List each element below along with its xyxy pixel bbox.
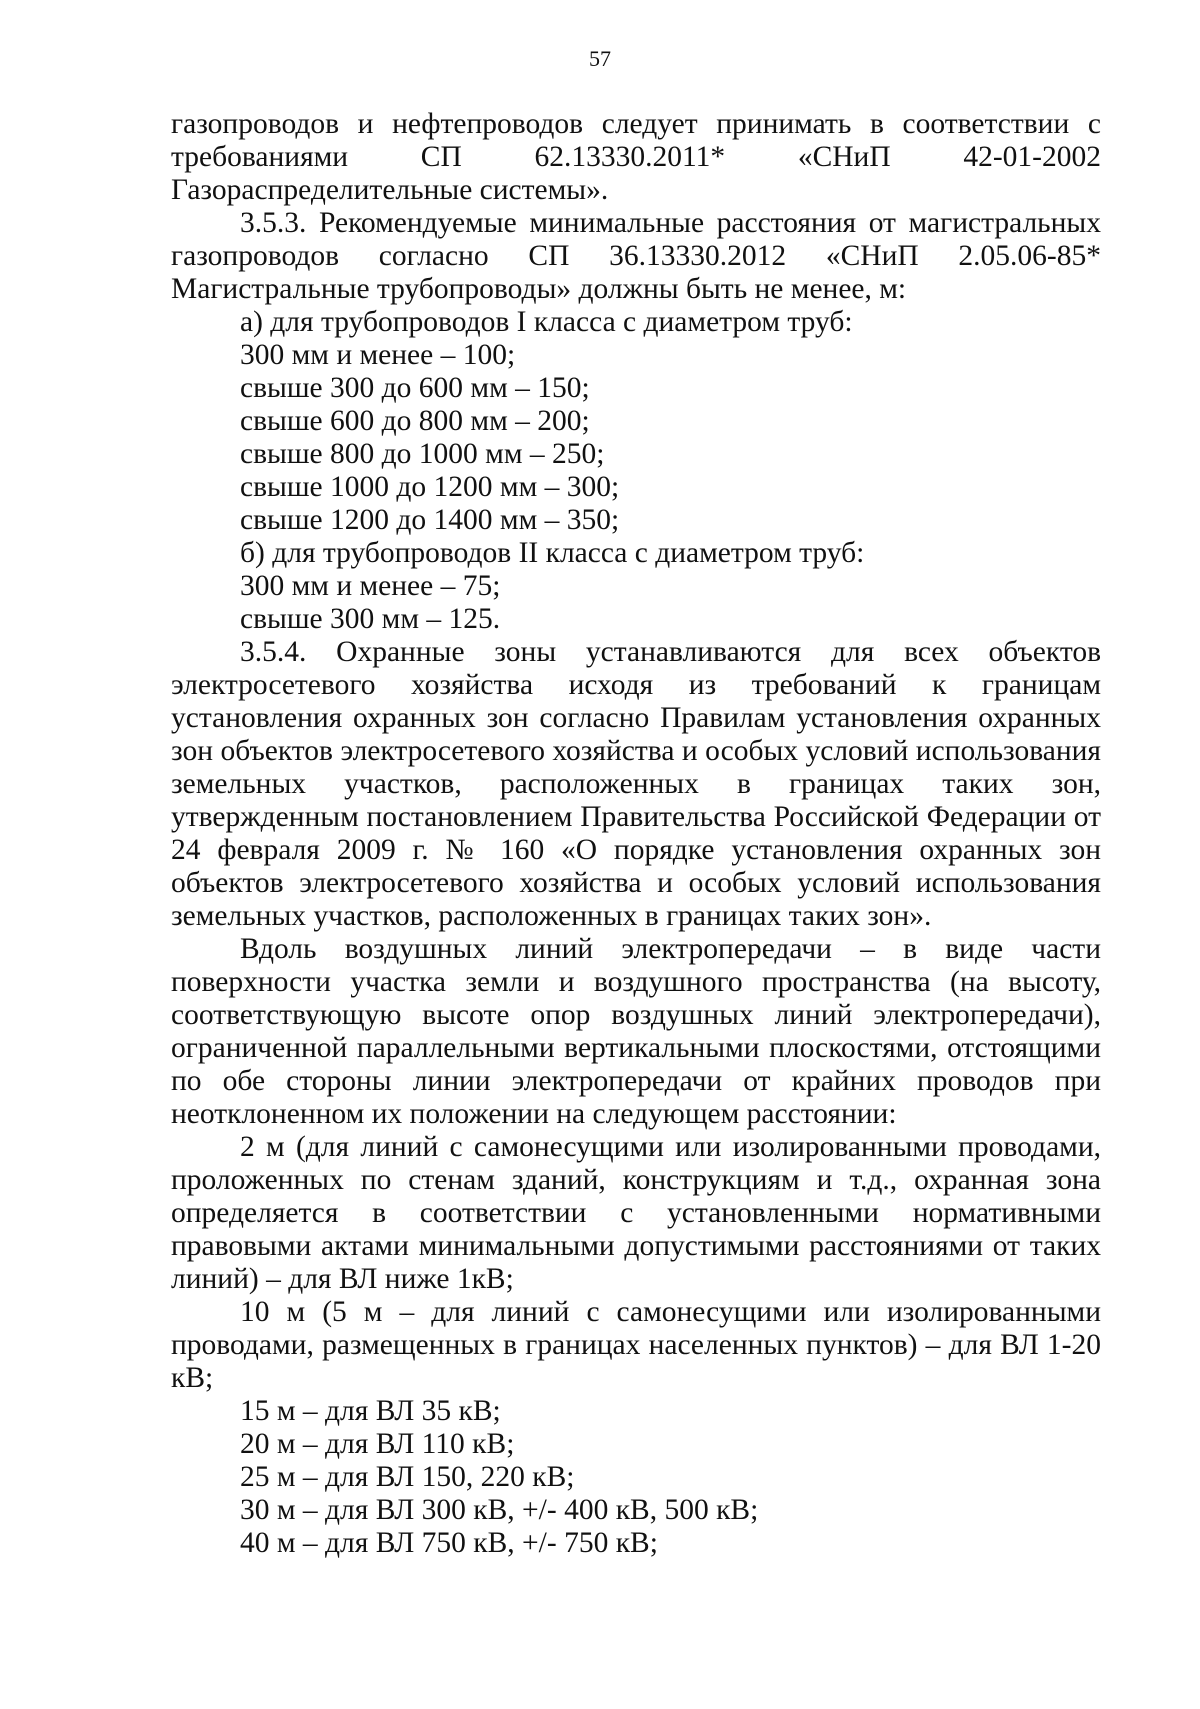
paragraph-gas-pipelines: газопроводов и нефтепроводов следует принимать в соответствии с требованиями СП 62.13330.2011* «СНиП 42-01-2002 Газораспределительные системы».	[171, 108, 1101, 206]
list-item: свыше 300 мм – 125.	[240, 603, 501, 635]
paragraph-3-5-4: 3.5.4. Охранные зоны устанавливаются для всех объектов электросетевого хозяйства исходя из требований к границам установления охранных зон согласно Правилам установления охранных зон объектов электросетевого хозяйства и особых условий использования земельных участков, расположенных в границах таких зон, утвержденным постановлением Правительства Российской Федерации от 24 февраля 2009 г. № 160 «О порядке установления охранных зон объектов электросетевого хозяйства и особых условий использования земельных участков, расположенных в границах таких зон».	[171, 636, 1101, 932]
list-item: 30 м – для ВЛ 300 кВ, +/- 400 кВ, 500 кВ;	[240, 1494, 759, 1526]
list-item: свыше 300 до 600 мм – 150;	[240, 372, 590, 404]
list-item: 300 мм и менее – 75;	[240, 570, 501, 602]
list-item: свыше 1000 до 1200 мм – 300;	[240, 471, 620, 503]
list-item: свыше 800 до 1000 мм – 250;	[240, 438, 605, 470]
list-item: 20 м – для ВЛ 110 кВ;	[240, 1428, 515, 1460]
list-a-heading: а) для трубопроводов I класса с диаметром труб:	[240, 306, 853, 338]
paragraph-10m-zone: 10 м (5 м – для линий с самонесущими или изолированными проводами, размещенных в границах населенных пунктов) – для ВЛ 1-20 кВ;	[171, 1296, 1101, 1394]
paragraph-3-5-3: 3.5.3. Рекомендуемые минимальные расстояния от магистральных газопроводов согласно СП 36.13330.2012 «СНиП 2.05.06-85* Магистральные трубопроводы» должны быть не менее, м:	[171, 207, 1101, 305]
list-item: свыше 600 до 800 мм – 200;	[240, 405, 590, 437]
page-number: 57	[589, 46, 611, 71]
list-item: 300 мм и менее – 100;	[240, 339, 516, 371]
list-item: 15 м – для ВЛ 35 кВ;	[240, 1395, 501, 1427]
paragraph-2m-zone: 2 м (для линий с самонесущими или изолированными проводами, проложенных по стенам зданий, конструкциям и т.д., охранная зона определяется в соответствии с установленными нормативными правовыми актами минимальными допустимыми расстояниями от таких линий) – для ВЛ ниже 1кВ;	[171, 1131, 1101, 1295]
list-b-heading: б) для трубопроводов II класса с диаметром труб:	[240, 537, 865, 569]
list-item: свыше 1200 до 1400 мм – 350;	[240, 504, 620, 536]
list-item: 25 м – для ВЛ 150, 220 кВ;	[240, 1461, 575, 1493]
paragraph-overhead-lines: Вдоль воздушных линий электропередачи – в виде части поверхности участка земли и воздушного пространства (на высоту, соответствующую высоте опор воздушных линий электропередачи), ограниченной параллельными вертикальными плоскостями, отстоящими по обе стороны линии электропередачи от крайних проводов при неотклоненном их положении на следующем расстоянии:	[171, 933, 1101, 1130]
list-item: 40 м – для ВЛ 750 кВ, +/- 750 кВ;	[240, 1527, 658, 1559]
document-body	[171, 108, 1101, 1560]
